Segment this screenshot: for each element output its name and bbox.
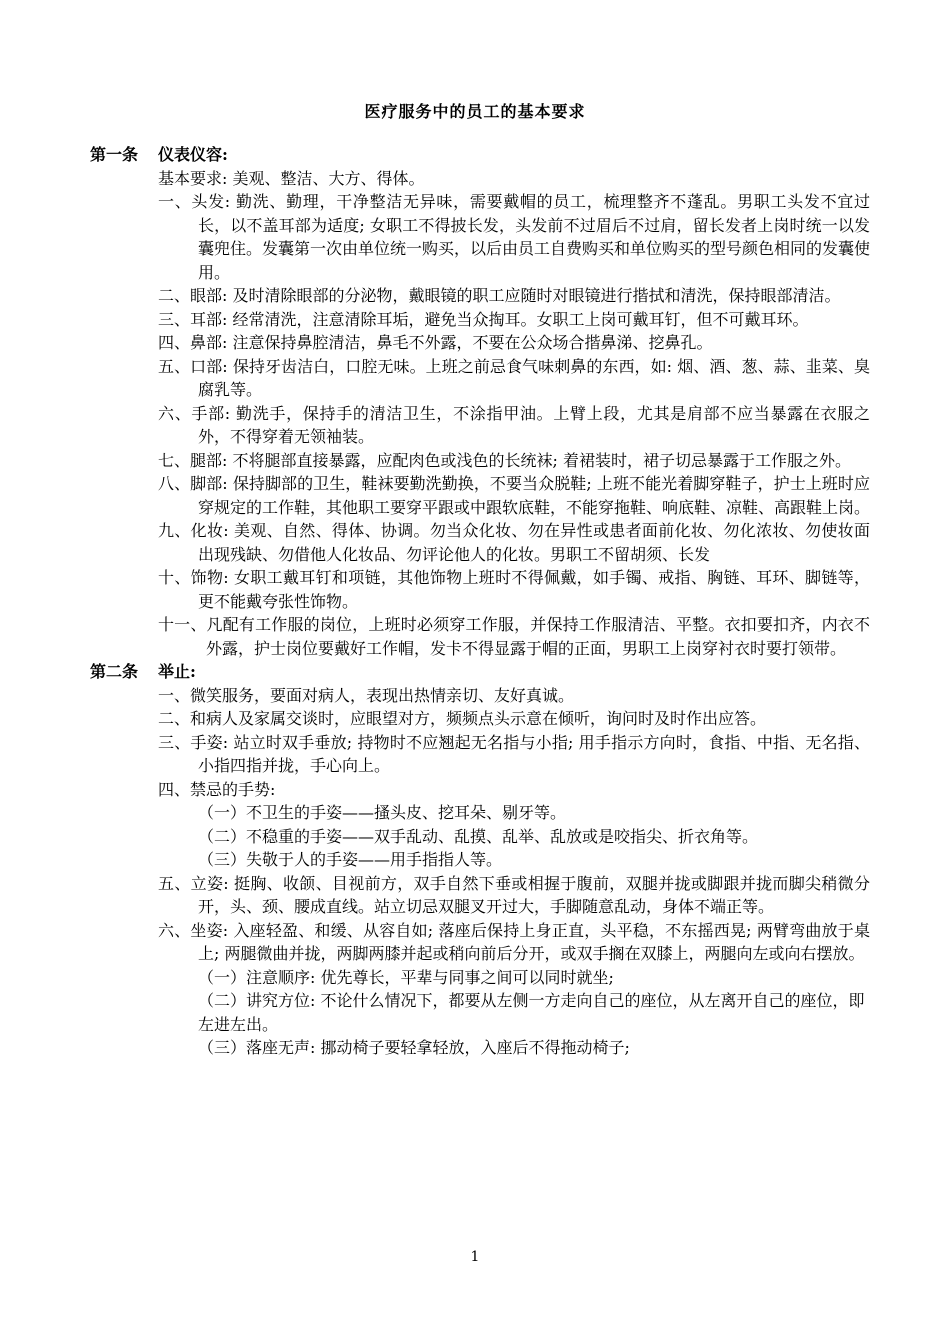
sub-item: （一）注意顺序: 优先尊长，平辈与同事之间可以同时就坐; (198, 967, 614, 987)
paragraph-item: 九、化妆: 美观、自然、得体、协调。勿当众化妆、勿在异性或患者面前化妆、勿化浓妆、勿使妆面出现残缺、勿借他人化妆品、勿评论他人的化妆。男职工不留胡须、长发 (158, 521, 870, 564)
paragraph-item: 六、坐姿: 入座轻盈、和缓、从容自如; 落座后保持上身正直，头平稳，不东摇西晃; 两臂弯曲放于桌上; 两腿微曲并拢，两脚两膝并起或稍向前后分开，或双手搁在双膝上，两腿向左或向右摆放。 (158, 920, 870, 963)
sub-item: （二）不稳重的手姿——双手乱动、乱摸、乱举、乱放或是咬指尖、折衣角等。 (198, 826, 759, 846)
paragraph-item: 五、口部: 保持牙齿洁白，口腔无味。上班之前忌食气味刺鼻的东西，如: 烟、酒、葱、蒜、韭菜、臭腐乳等。 (158, 356, 870, 399)
section-name: 仪表仪容: (158, 145, 228, 164)
section-heading-2 (90, 660, 870, 684)
paragraph-item: 八、脚部: 保持脚部的卫生，鞋袜要勤洗勤换，不要当众脱鞋; 上班不能光着脚穿鞋子，护士上班时应穿规定的工作鞋，其他职工要穿平跟或中跟软底鞋，不能穿拖鞋、响底鞋、凉鞋、高跟鞋上岗。 (158, 474, 871, 517)
paragraph-item: 三、耳部: 经常清洗，注意清除耳垢，避免当众掏耳。女职工上岗可戴耳钉，但不可戴耳环。 (158, 309, 809, 329)
basic-requirement: 基本要求: 美观、整洁、大方、得体。 (158, 168, 425, 188)
section-number: 第一条 (90, 145, 139, 164)
paragraph-item: 十一、凡配有工作服的岗位，上班时必须穿工作服，并保持工作服清洁、平整。衣扣要扣齐，内衣不外露，护士岗位要戴好工作帽，发卡不得显露于帽的正面，男职工上岗穿衬衣时要打领带。 (158, 615, 870, 658)
paragraph-item: 五、立姿: 挺胸、收颌、目视前方，双手自然下垂或相握于腹前，双腿并拢或脚跟并拢而脚尖稍微分开，头、颈、腰成直线。站立切忌双腿叉开过大，手脚随意乱动，身体不端正等。 (158, 873, 870, 916)
sub-item: （三）落座无声: 挪动椅子要轻拿轻放，入座后不得拖动椅子; (198, 1038, 630, 1057)
section-heading-1 (90, 143, 870, 167)
page-title: 医疗服务中的员工的基本要求 (364, 102, 586, 121)
paragraph-item: 六、手部: 勤洗手，保持手的清洁卫生，不涂指甲油。上臂上段，尤其是肩部不应当暴露在衣服之外，不得穿着无领袖装。 (158, 403, 870, 446)
paragraph-item: 一、微笑服务，要面对病人，表现出热情亲切、友好真诚。 (158, 685, 575, 705)
sub-item: （一）不卫生的手姿——搔头皮、挖耳朵、剔牙等。 (198, 803, 567, 822)
sub-item: （三）失敬于人的手姿——用手指指人等。 (198, 850, 503, 869)
paragraph-item: 一、头发: 勤洗、勤理，干净整洁无异味，需要戴帽的员工，梳理整齐不蓬乱。男职工头发不宜过长，以不盖耳部为适度; 女职工不得披长发，头发前不过眉后不过肩，留长发者上岗时统一以发囊兜住。发囊第一次由单位统一购买，以后由员工自费购买和单位购买的型号颜色相同的发囊使用。 (158, 192, 871, 282)
paragraph-item: 四、鼻部: 注意保持鼻腔清洁，鼻毛不外露，不要在公众场合揩鼻涕、挖鼻孔。 (158, 333, 713, 352)
section-number: 第二条 (90, 662, 139, 681)
paragraph-item: 十、饰物: 女职工戴耳钉和项链，其他饰物上班时不得佩戴，如手镯、戒指、胸链、耳环、脚链等，更不能戴夸张性饰物。 (158, 568, 870, 611)
paragraph-item: 二、眼部: 及时清除眼部的分泌物，戴眼镜的职工应随时对眼镜进行揩拭和清洗，保持眼部清洁。 (158, 286, 841, 305)
paragraph-item: 三、手姿: 站立时双手垂放; 持物时不应翘起无名指与小指; 用手指示方向时，食指、中指、无名指、小指四指并拢，手心向上。 (158, 732, 870, 775)
document-body (90, 143, 870, 1060)
paragraph-item: 七、腿部: 不将腿部直接暴露，应配肉色或浅色的长统袜; 着裙装时，裙子切忌暴露于工作服之外。 (158, 450, 851, 470)
sub-item: （二）讲究方位: 不论什么情况下，都要从左侧一方走向自己的座位，从左离开自己的座位，即左进左出。 (198, 991, 865, 1034)
paragraph-item: 四、禁忌的手势: (158, 779, 276, 799)
section-name: 举止: (158, 662, 196, 681)
page-number: 1 (470, 1249, 480, 1265)
paragraph-item: 二、和病人及家属交谈时，应眼望对方，频频点头示意在倾听，询问时及时作出应答。 (158, 709, 767, 728)
